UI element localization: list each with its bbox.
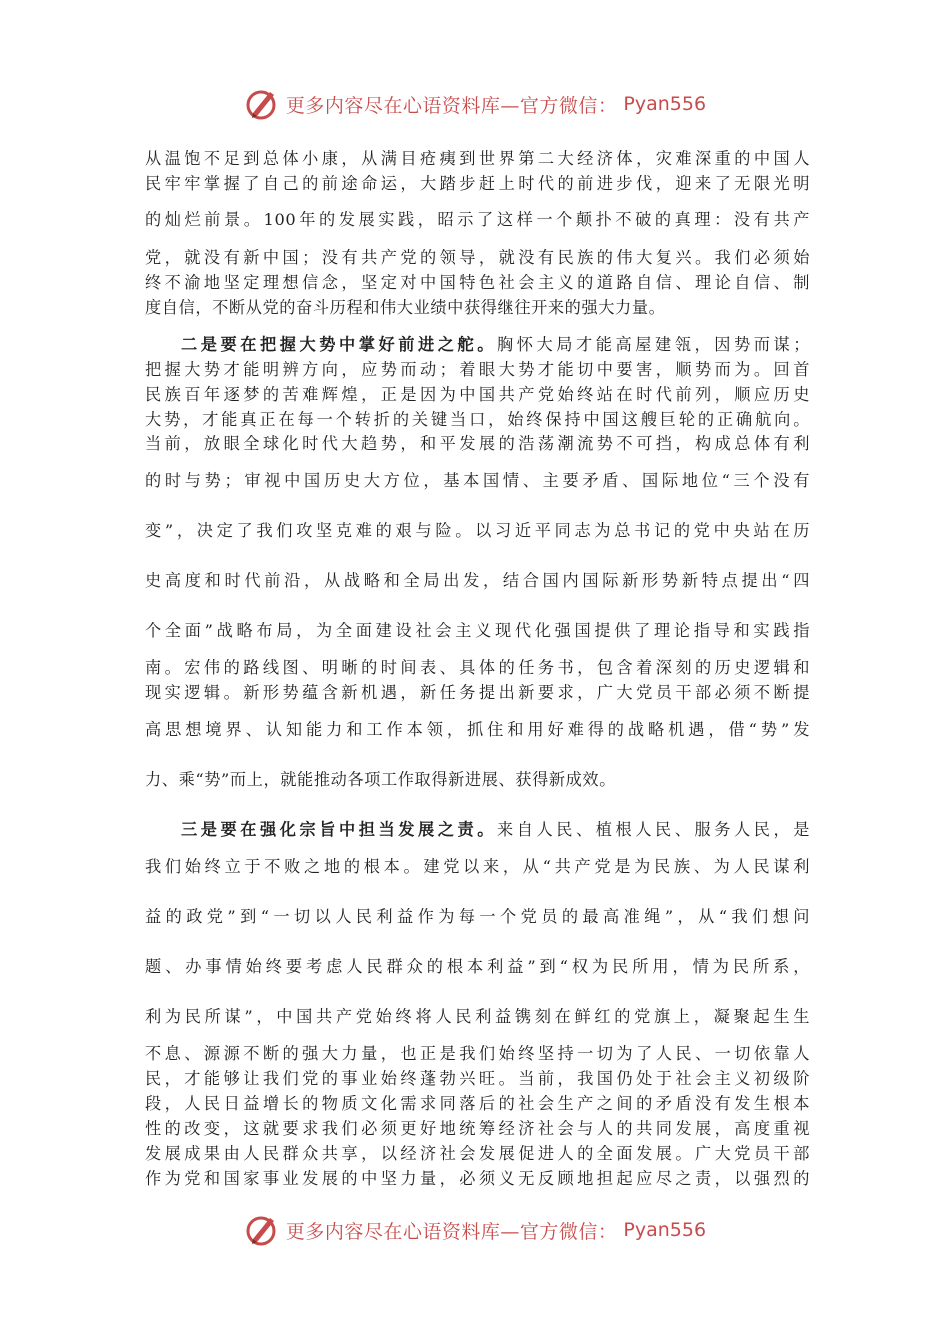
footer-banner [0,1210,950,1250]
pen-in-circle-icon [244,86,280,122]
body-line: 力、乘“势”而上，就能推动各项工作取得新进展、获得新成效。 [145,770,617,789]
paragraph-lead-heading: 二是要在把握大势中掌好前进之舵。 [181,335,497,354]
body-line: 的时与势；审视中国历史大方位，基本国情、主要矛盾、国际地位“三个没有 [145,471,810,490]
body-line: 大势，才能真正在每一个转折的关键当口，始终保持中国这艘巨轮的正确航向。 [145,410,810,429]
body-line: 民族百年逐梦的苦难辉煌，正是因为中国共产党始终站在时代前列，顺应历史 [145,385,810,404]
paragraph-first-line [181,819,810,841]
banner-text: 更多内容尽在心语资料库—官方微信： [285,94,618,117]
banner-wechat-id: Pyan556 [623,1219,707,1241]
body-line: 不息、源源不断的强大力量，也正是我们始终坚持一切为了人民、一切依靠人 [145,1044,810,1063]
body-line: 作为党和国家事业发展的中坚力量，必须义无反顾地担起应尽之责，以强烈的 [145,1169,810,1188]
paragraph-first-line [181,334,810,356]
body-line: 题、办事情始终要考虑人民群众的根本利益”到“权为民所用，情为民所系， [145,957,810,976]
banner-text: 更多内容尽在心语资料库—官方微信： [285,1220,618,1243]
pen-in-circle-icon [244,1212,280,1248]
body-line: 益的政党”到“一切以人民利益作为每一个党员的最高准绳”，从“我们想问 [145,907,810,926]
body-text: 来自人民、植根人民、服务人民，是 [496,820,810,839]
header-banner [0,84,950,124]
paragraph-lead-heading: 三是要在强化宗旨中担当发展之责。 [181,820,497,839]
body-line: 当前，放眼全球化时代大趋势，和平发展的浩荡潮流势不可挡，构成总体有利 [145,434,810,453]
body-line: 段，人民日益增长的物质文化需求同落后的社会生产之间的矛盾没有发生根本 [145,1094,810,1113]
body-line: 我们始终立于不败之地的根本。建党以来，从“共产党是为民族、为人民谋利 [145,857,810,876]
body-line: 民牢牢掌握了自己的前途命运，大踏步赶上时代的前进步伐，迎来了无限光明 [145,174,810,193]
body-line: 党，就没有新中国；没有共产党的领导，就没有民族的伟大复兴。我们必须始 [145,248,810,267]
body-line: 从温饱不足到总体小康，从满目疮痍到世界第二大经济体，灾难深重的中国人 [145,149,810,168]
body-line: 民，才能够让我们党的事业始终蓬勃兴旺。当前，我国仍处于社会主义初级阶 [145,1069,810,1088]
banner-wechat-id: Pyan556 [623,93,707,115]
body-line: 的灿烂前景。100年的发展实践，昭示了这样一个颠扑不破的真理：没有共产 [145,210,810,229]
body-line: 度自信，不断从党的奋斗历程和伟大业绩中获得继往开来的强大力量。 [145,298,666,317]
body-line: 终不渝地坚定理想信念，坚定对中国特色社会主义的道路自信、理论自信、制 [145,273,810,292]
body-line: 利为民所谋”，中国共产党始终将人民利益镌刻在鲜红的党旗上，凝聚起生生 [145,1007,810,1026]
body-line: 现实逻辑。新形势蕴含新机遇，新任务提出新要求，广大党员干部必须不断提 [145,683,810,702]
body-line: 变”，决定了我们攻坚克难的艰与险。以习近平同志为总书记的党中央站在历 [145,521,810,540]
body-line: 发展成果由人民群众共享，以经济社会发展促进人的全面发展。广大党员干部 [145,1144,810,1163]
body-line: 高思想境界、认知能力和工作本领，抓住和用好难得的战略机遇，借“势”发 [145,720,810,739]
body-line: 性的改变，这就要求我们必须更好地统筹经济社会与人的共同发展，高度重视 [145,1119,810,1138]
body-text: 胸怀大局才能高屋建瓴，因势而谋； [496,335,810,354]
body-line: 个全面”战略布局，为全面建设社会主义现代化强国提供了理论指导和实践指 [145,621,810,640]
body-line: 南。宏伟的路线图、明晰的时间表、具体的任务书，包含着深刻的历史逻辑和 [145,658,810,677]
body-line: 史高度和时代前沿，从战略和全局出发，结合国内国际新形势新特点提出“四 [145,571,810,590]
body-line: 把握大势才能明辨方向，应势而动；着眼大势才能切中要害，顺势而为。回首 [145,360,810,379]
